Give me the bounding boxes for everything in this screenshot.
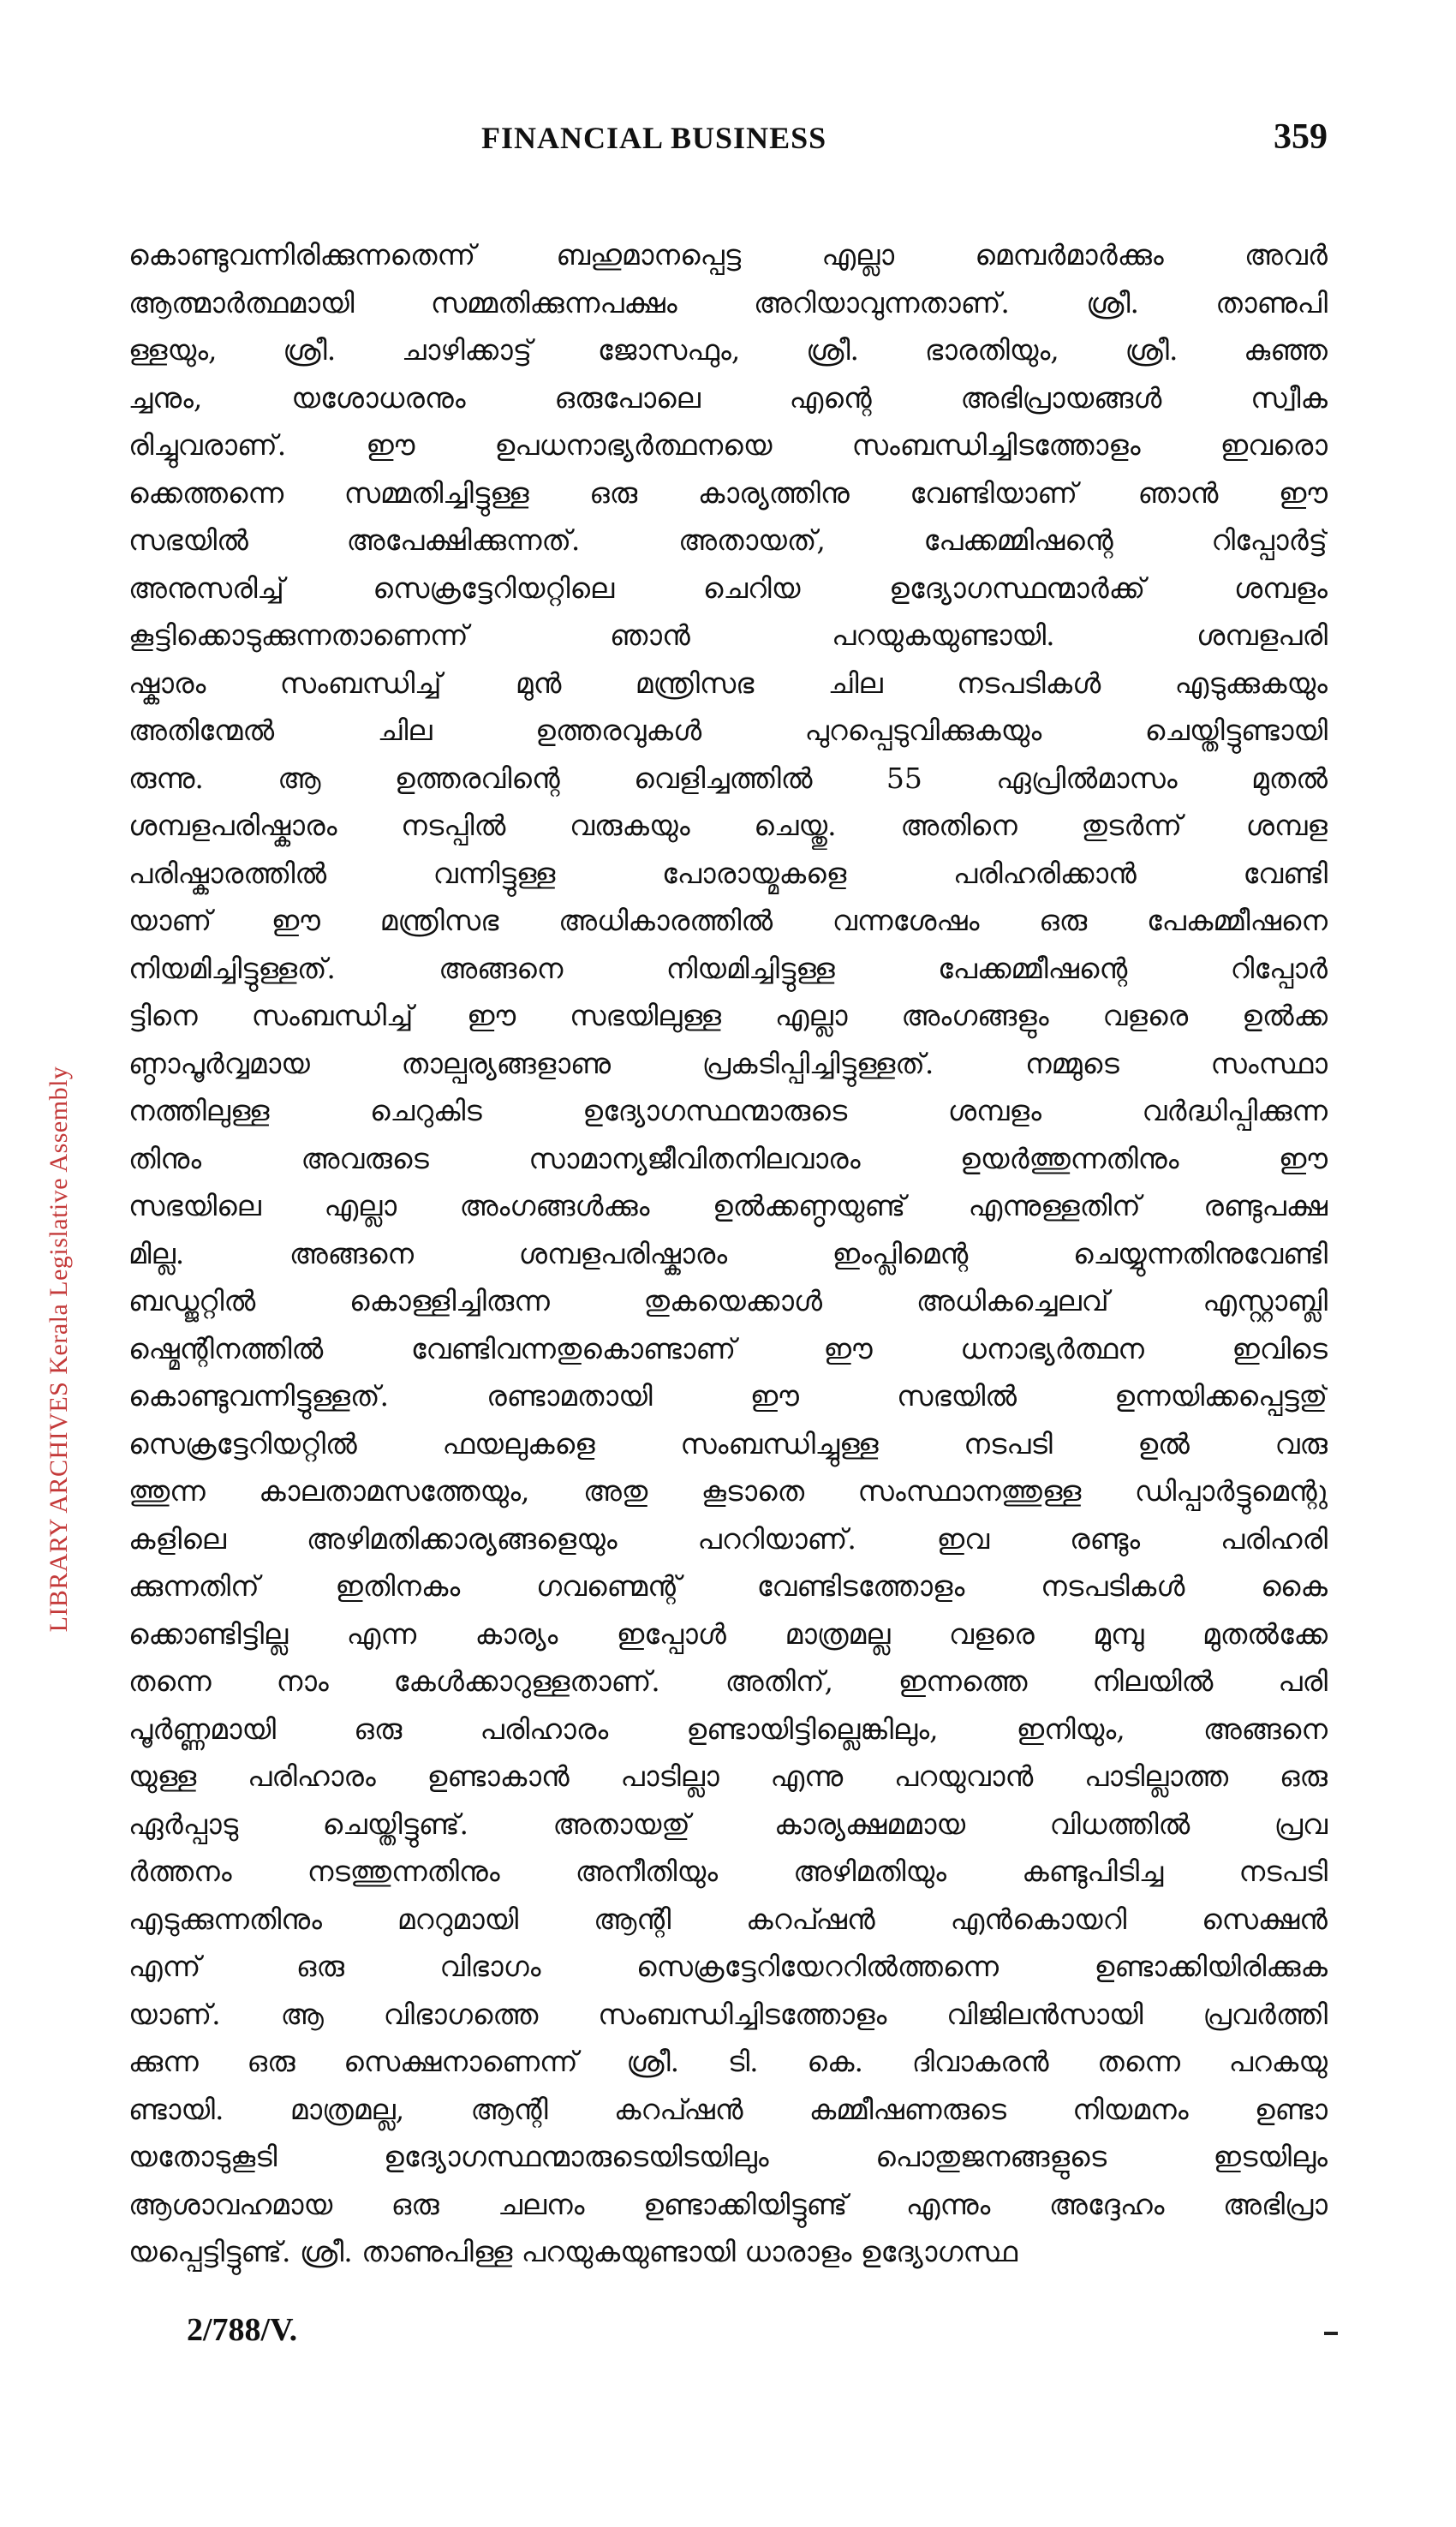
running-title: FINANCIAL BUSINESS — [481, 121, 827, 155]
text-line: ഷ്കാരം സംബന്ധിച്ച് മുൻ മന്ത്രിസഭ ചില നടപടികൾ എടുക്കുകയും — [128, 666, 1328, 700]
text-line: രുന്നു. ആ ഉത്തരവിന്റെ വെളിച്ചത്തിൽ 55 ഏപ്രിൽമാസം മുതൽ — [128, 761, 1328, 795]
text-line: നത്തിലുള്ള ചെറുകിട ഉദ്യോഗസ്ഥന്മാരുടെ ശമ്പളം വർദ്ധിപ്പിക്കുന്ന — [128, 1094, 1328, 1127]
text-line: സഭയിലെ എല്ലാ അംഗങ്ങൾക്കും ഉൽക്കണ്ഠയുണ്ട് എന്നുള്ളതിന് രണ്ടുപക്ഷ — [128, 1189, 1328, 1222]
text-line: രിച്ചുവരാണ്. ഈ ഉപധനാഭ്യർത്ഥനയെ സംബന്ധിച്ചിടത്തോളം ഇവരൊ — [128, 428, 1328, 462]
text-line: കൂട്ടിക്കൊടുക്കുന്നതാണെന്ന് ഞാൻ പറയുകയുണ്ടായി. ശമ്പളപരി — [128, 618, 1328, 652]
text-line: കളിലെ അഴിമതിക്കാര്യങ്ങളെയും പററിയാണ്. ഇവ രണ്ടും പരിഹരി — [128, 1521, 1328, 1556]
text-line: സെക്രട്ടേറിയറ്റിൽ ഫയലുകളെ സംബന്ധിച്ചുള്ള നടപടി ഉൽ വരു — [128, 1426, 1328, 1461]
text-line: ഏർപ്പാടു ചെയ്തിട്ടുണ്ട്. അതായതു് കാര്യക്ഷമമായ വിധത്തിൽ പ്രവ — [128, 1807, 1328, 1841]
text-line: തിനും അവരുടെ സാമാന്യജീവിതനിലവാരം ഉയർത്തുന്നതിനും ഈ — [128, 1141, 1328, 1175]
text-line: ണ്ടായി. മാത്രമല്ല, ആന്റി കറപ്ഷൻ കമ്മീഷണരുടെ നിയമനം ഉണ്ടാ — [128, 2092, 1328, 2126]
text-line: തന്നെ നാം കേൾക്കാറുള്ളതാണ്. അതിന്, ഇന്നത്തെ നിലയിൽ പരി — [128, 1664, 1328, 1698]
text-line: യുള്ള പരിഹാരം ഉണ്ടാകാൻ പാടില്ലാ എന്നു പറയുവാൻ പാടില്ലാത്ത ഒരു — [128, 1759, 1328, 1793]
text-line: യപ്പെട്ടിട്ടുണ്ട്. ശ്രീ. താണുപിള്ള പറയുകയുണ്ടായി ധാരാളം ഉദ്യോഗസ്ഥ — [128, 2235, 1018, 2268]
text-line: ശമ്പളപരിഷ്കാരം നടപ്പിൽ വരുകയും ചെയ്തു. അതിനെ തുടർന്ന് ശമ്പള — [128, 809, 1328, 842]
text-line: ച്ചനും, യശോധരനും ഒരുപോലെ എന്റെ അഭിപ്രായങ്ങൾ സ്വീക — [128, 380, 1328, 415]
text-line: ക്കെത്തന്നെ സമ്മതിച്ചിട്ടുള്ള ഒരു കാര്യത്തിനു വേണ്ടിയാണ് ഞാൻ ഈ — [128, 475, 1328, 510]
text-line: ട്ടിനെ സംബന്ധിച്ച് ഈ സഭയിലുള്ള എല്ലാ അംഗങ്ങളും വളരെ ഉൽക്ക — [128, 999, 1328, 1032]
text-line: ക്കുന്നതിന് ഇതിനകം ഗവണ്മെന്റ് വേണ്ടിടത്തോളം നടപടികൾ കൈ — [128, 1569, 1328, 1603]
text-line: ണ്ഠാപൂർവ്വമായ താല്പര്യങ്ങളാണു പ്രകടിപ്പിച്ചിട്ടുള്ളത്. നമ്മുടെ സംസ്ഥാ — [128, 1046, 1328, 1080]
text-line: നിയമിച്ചിട്ടുള്ളത്. അങ്ങനെ നിയമിച്ചിട്ടുള്ള പേക്കമ്മീഷന്റെ റിപ്പോർ — [128, 951, 1328, 985]
text-line: യാണ്. ആ വിഭാഗത്തെ സംബന്ധിച്ചിടത്തോളം വിജിലൻസായി പ്രവർത്തി — [128, 1997, 1328, 2031]
text-line: സഭയിൽ അപേക്ഷിക്കുന്നത്. അതായത്, പേക്കമ്മിഷന്റെ റിപ്പോർട്ട് — [128, 523, 1328, 557]
text-line: അതിന്മേൽ ചില ഉത്തരവുകൾ പുറപ്പെടുവിക്കുകയും ചെയ്തിട്ടുണ്ടായി — [128, 714, 1328, 747]
text-line: കൊണ്ടുവന്നിരിക്കുന്നതെന്ന് ബഹുമാനപ്പെട്ട എല്ലാ മെമ്പർമാർക്കും അവർ — [128, 238, 1328, 272]
page-header — [128, 117, 1328, 171]
text-line: ആശാവഹമായ ഒരു ചലനം ഉണ്ടാക്കിയിട്ടുണ്ട് എന്നും അദ്ദേഹം അഭിപ്രാ — [128, 2187, 1328, 2221]
text-line: ക്കുന്ന ഒരു സെക്ഷനാണെന്ന് ശ്രീ. ടി. കെ. ദിവാകരൻ തന്നെ പറകയു — [128, 2045, 1328, 2078]
text-line: യാണ് ഈ മന്ത്രിസഭ അധികാരത്തിൽ വന്നശേഷം ഒരു പേകമ്മീഷനെ — [128, 904, 1328, 937]
text-line: എന്ന് ഒരു വിഭാഗം സെക്രട്ടേറിയേററിൽത്തന്നെ ഉണ്ടാക്കിയിരിക്കുക — [128, 1950, 1328, 1983]
text-line: ഷ്മെന്റിനത്തിൽ വേണ്ടിവന്നതുകൊണ്ടാണ് ഈ ധനാഭ്യർത്ഥന ഇവിടെ — [128, 1331, 1328, 1365]
text-line: ർത്തനം നടത്തുന്നതിനും അനീതിയും അഴിമതിയും കണ്ടുപിടിച്ച നടപടി — [128, 1855, 1328, 1888]
text-line: ക്കൊണ്ടിട്ടില്ല എന്ന കാര്യം ഇപ്പോൾ മാത്രമല്ല വളരെ മുമ്പു മുതൽക്കേ — [128, 1616, 1328, 1651]
text-line: പരിഷ്കാരത്തിൽ വന്നിട്ടുള്ള പോരായ്മകളെ പരിഹരിക്കാൻ വേണ്ടി — [128, 856, 1328, 890]
text-line: അനുസരിച്ച് സെക്രട്ടേറിയറ്റിലെ ചെറിയ ഉദ്യോഗസ്ഥന്മാർക്ക് ശമ്പളം — [128, 571, 1328, 605]
text-line: ത്തുന്ന കാലതാമസത്തേയും, അതു കൂടാതെ സംസ്ഥാനത്തുള്ള ഡിപ്പാർട്ടുമെന്റു — [128, 1474, 1328, 1508]
footer-mark — [1324, 2332, 1338, 2335]
text-line: ആത്മാർത്ഥമായി സമ്മതിക്കുന്നപക്ഷം അറിയാവുന്നതാണ്. ശ്രീ. താണുപി — [128, 285, 1328, 320]
text-line: മില്ല. അങ്ങനെ ശമ്പളപരിഷ്കാരം ഇംപ്ലിമെന്റ ചെയ്യുന്നതിനുവേണ്ടി — [128, 1236, 1328, 1270]
body-text — [128, 231, 1328, 2276]
text-line: കൊണ്ടുവന്നിട്ടുള്ളത്. രണ്ടാമതായി ഈ സഭയിൽ ഉന്നയിക്കപ്പെട്ടതു് — [128, 1379, 1328, 1413]
text-line: യതോടുകൂടി ഉദ്യോഗസ്ഥന്മാരുടെയിടയിലും പൊതുജനങ്ങളുടെ ഇടയിലും — [128, 2140, 1328, 2173]
text-line: ബഡ്ജറ്റിൽ കൊള്ളിച്ചിരുന്ന തുകയെക്കാൾ അധികച്ചെലവ് എസ്റ്റാബ്ലി — [128, 1284, 1328, 1317]
footer-reference: 2/788/V. — [187, 2312, 298, 2348]
text-line: പൂർണ്ണമായി ഒരു പരിഹാരം ഉണ്ടായിട്ടില്ലെങ്കിലും, ഇനിയും, അങ്ങനെ — [128, 1712, 1328, 1746]
page-number: 359 — [1274, 117, 1328, 157]
text-line: ള്ളയും, ശ്രീ. ചാഴിക്കാട്ട് ജോസഫും, ശ്രീ. ഭാരതിയും, ശ്രീ. കുഞ്ഞ — [128, 333, 1328, 367]
archive-stamp: LIBRARY ARCHIVES Kerala Legislative Assembly — [45, 1066, 73, 1633]
text-line: എടുക്കുന്നതിനും മററുമായി ആന്റി കറപ്ഷൻ എൻകൊയറി സെക്ഷൻ — [128, 1902, 1328, 1936]
